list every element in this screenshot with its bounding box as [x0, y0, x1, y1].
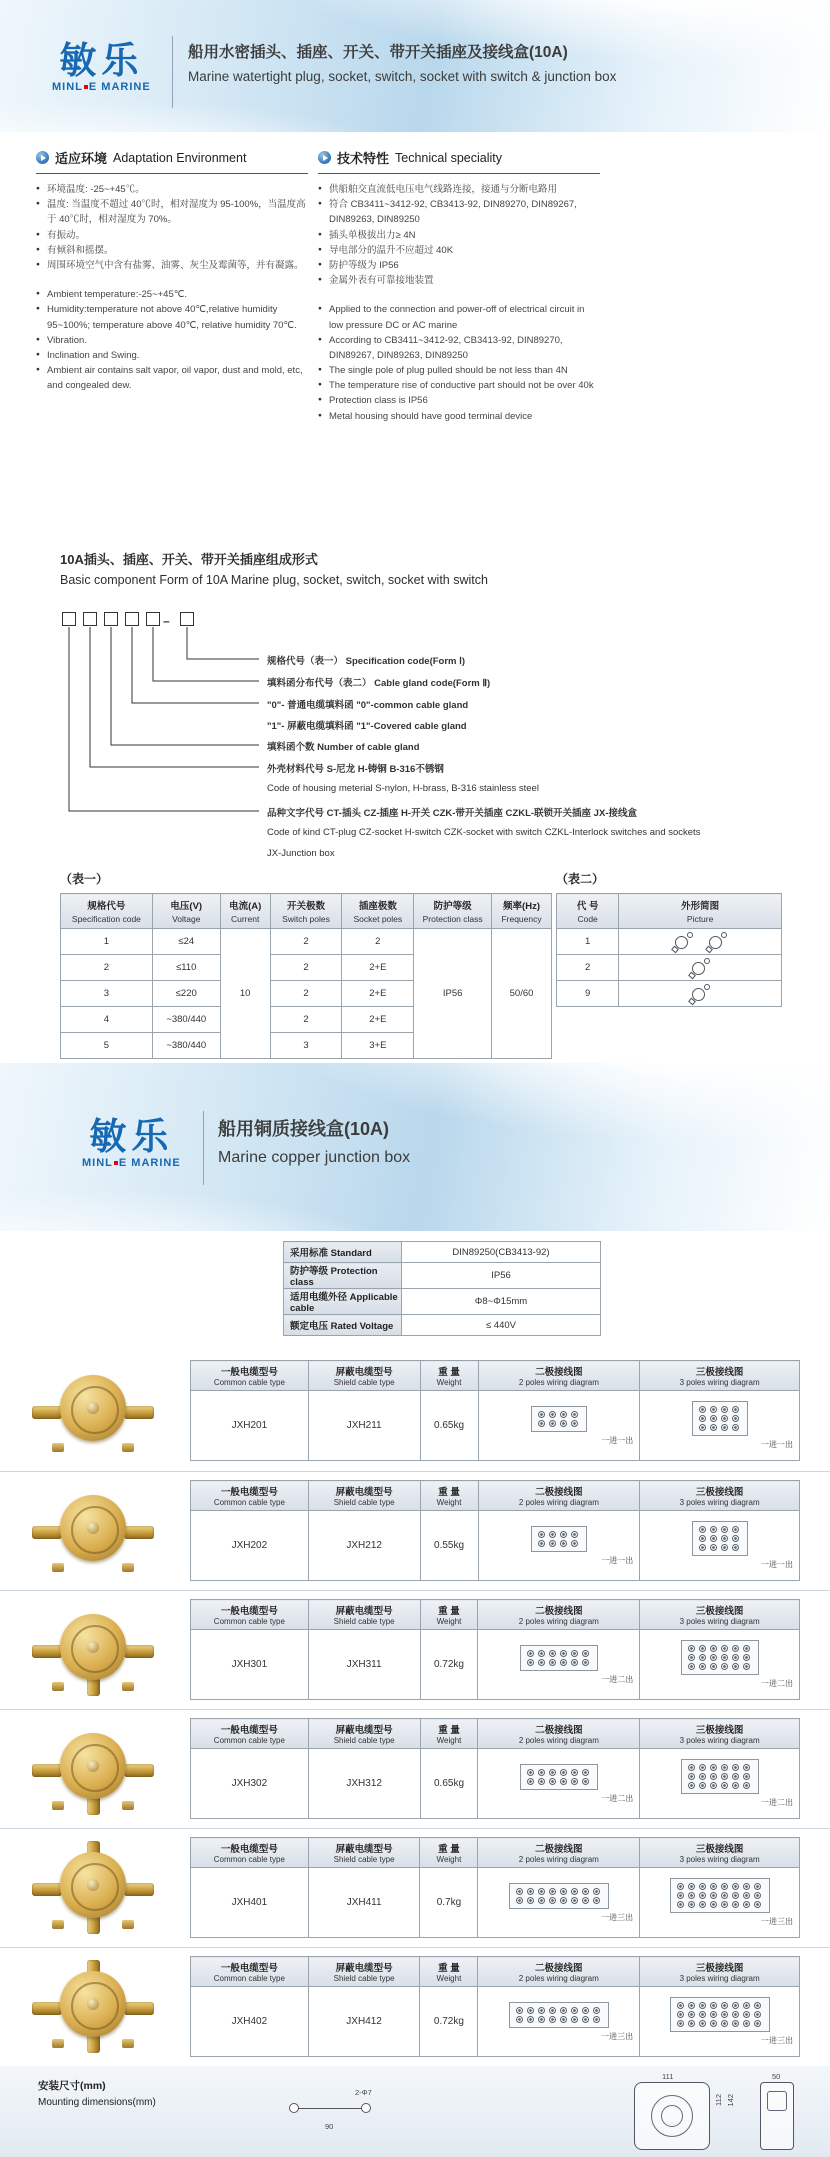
code-box — [62, 612, 76, 626]
diagram-label: 填料函个数 Number of cable gland — [267, 742, 420, 753]
bullet: ● Inclination and Swing. — [36, 348, 308, 363]
diagram-label: JX-Junction box — [267, 848, 335, 859]
common-model: JXH202 — [191, 1511, 309, 1581]
component-form-title-en: Basic component Form of 10A Marine plug, socket, switch, socket with switch — [60, 573, 488, 587]
page-title — [188, 40, 616, 84]
bullet: ● 温度: 当温度不超过 40℃时，相对湿度为 95-100%，当温度高于 40℃时，相对湿度为 70%。 — [36, 197, 308, 227]
code-box — [180, 612, 194, 626]
brand-logo — [82, 1118, 181, 1169]
table-header-row: 一般电缆型号 Common cable type 屏蔽电缆型号 Shield cable type 重 量 Weight 二极接线图 2 poles wiring diagram 三极接线图 3 poles wiring diagram — [191, 1838, 800, 1868]
table-row: 1 — [557, 929, 782, 955]
weight: 0.65kg — [420, 1391, 478, 1461]
diagram-label: 外壳材料代号 S-尼龙 H-铸铜 B-316不锈钢 — [267, 764, 444, 775]
logo-red-accent — [114, 1161, 118, 1165]
product-row-jxh401 — [0, 1828, 830, 1947]
bullet: ● Applied to the connection and power-off of electrical circuit in low pressure DC or AC marine — [318, 302, 600, 332]
product-photo — [18, 1720, 168, 1819]
logo-divider — [203, 1111, 204, 1185]
dim-width: 111 — [662, 2072, 674, 2081]
product-row-jxh202 — [0, 1471, 830, 1590]
model-code-diagram — [62, 612, 782, 864]
diagram-label: Code of housing meterial S-nylon, H-brass, B-316 stainless steel — [267, 783, 539, 794]
table-row: 防护等级 Protection class IP56 — [284, 1263, 601, 1289]
technical-header — [318, 148, 600, 174]
wiring-diagram-3pole: 一进一出 — [640, 1401, 799, 1450]
product-list — [0, 1352, 830, 2066]
dim-total: 142 — [726, 2094, 735, 2107]
weight: 0.65kg — [420, 1749, 478, 1819]
form2-caption: （表二） — [556, 872, 605, 886]
logo-divider — [172, 36, 173, 108]
side-view-drawing — [756, 2072, 806, 2154]
mounting-section — [0, 2066, 830, 2157]
shape-thumbs — [622, 959, 778, 977]
bullet: ● 周围环境空气中含有盐雾、油雾、灰尘及霉菌等，并有凝露。 — [36, 258, 308, 273]
mounting-title — [38, 2078, 156, 2108]
wiring-diagram-2pole: 一进二出 — [478, 1764, 639, 1804]
code-dash: – — [163, 614, 170, 628]
table-row — [191, 1391, 800, 1461]
diagram-label: Code of kind CT-plug CZ-socket H-switch CZK-socket with switch CZKL-Interlock switches and sockets — [267, 827, 701, 838]
component-form-title-cn: 10A插头、插座、开关、带开关插座组成形式 — [60, 552, 318, 567]
standards-table — [283, 1241, 601, 1336]
shield-model: JXH411 — [308, 1868, 420, 1938]
table-row — [191, 1749, 800, 1819]
bullet: ● Ambient air contains salt vapor, oil vapor, dust and mold, etc, and congealed dew. — [36, 363, 308, 393]
wiring-diagram-2pole: 一进一出 — [479, 1526, 640, 1566]
diagram-label: "0"- 普通电缆填料函 "0"-common cable gland — [267, 700, 469, 711]
technical-title-cn: 技术特性 — [337, 151, 390, 166]
table-header-row: 一般电缆型号 Common cable type 屏蔽电缆型号 Shield cable type 重 量 Weight 二极接线图 2 poles wiring diagram 三极接线图 3 poles wiring diagram — [191, 1600, 800, 1630]
form2-table — [556, 893, 782, 1007]
frequency-cell: 50/60 — [492, 929, 552, 1059]
mount-hole — [289, 2103, 299, 2113]
table-row: 2 ≤110 2 2+E — [61, 955, 552, 981]
bullet: ● 供船舶交直流低电压电气线路连接，接通与分断电路用 — [318, 182, 600, 197]
hole-plate-drawing — [285, 2088, 385, 2140]
brand-logo-en: MINL E MARINE — [82, 1156, 181, 1169]
bullet: ● The temperature rise of conductive part should not be over 40k — [318, 378, 600, 393]
wiring-diagram-3pole: 一进二出 — [640, 1759, 799, 1808]
common-model: JXH401 — [191, 1868, 309, 1938]
weight: 0.72kg — [420, 1987, 478, 2057]
current-cell: 10 — [220, 929, 270, 1059]
bullet: ● Protection class is IP56 — [318, 393, 600, 408]
table-row: 适用电缆外径 Applicable cable Φ8~Φ15mm — [284, 1289, 601, 1315]
shield-model: JXH212 — [308, 1511, 420, 1581]
wiring-diagram-3pole: 一进三出 — [640, 1997, 799, 2046]
table-header-row: 一般电缆型号 Common cable type 屏蔽电缆型号 Shield cable type 重 量 Weight 二极接线图 2 poles wiring diagram 三极接线图 3 poles wiring diagram — [191, 1361, 800, 1391]
bullet: ● According to CB3411~3412-92, CB3413-92, DIN89270, DIN89267, DIN89263, DIN89250 — [318, 333, 600, 363]
brand-logo-en: MINL E MARINE — [52, 80, 151, 93]
table-header-row: 代 号 Code 外形简图 Picture — [557, 894, 782, 929]
wiring-diagram-3pole: 一进三出 — [640, 1878, 799, 1927]
header-band-2 — [0, 1063, 830, 1231]
bullet: ● 插头单极拔出力≥ 4N — [318, 228, 600, 243]
mounting-title-en: Mounting dimensions(mm) — [38, 2097, 156, 2108]
mounting-title-cn: 安装尺寸(mm) — [38, 2080, 106, 2092]
adaptation-bullets-en — [36, 287, 308, 393]
table-row: 2 — [557, 955, 782, 981]
table-header-row: 一般电缆型号 Common cable type 屏蔽电缆型号 Shield cable type 重 量 Weight 二极接线图 2 poles wiring diagram 三极接线图 3 poles wiring diagram — [191, 1481, 800, 1511]
page-title-cn: 船用水密插头、插座、开关、带开关插座及接线盒(10A) — [188, 44, 568, 61]
table-row: 3 ≤220 2 2+E — [61, 981, 552, 1007]
wiring-diagram-3pole: 一进一出 — [640, 1521, 799, 1570]
front-view-drawing — [628, 2072, 738, 2154]
code-box — [125, 612, 139, 626]
product-row-jxh201 — [0, 1352, 830, 1471]
section-bullet-icon — [36, 151, 49, 164]
shape-thumbs — [622, 933, 778, 951]
technical-section — [318, 148, 600, 424]
junction-box-title-cn: 船用铜质接线盒(10A) — [218, 1119, 390, 1139]
adaptation-title-en: Adaptation Environment — [113, 150, 247, 165]
bullet: ● 导电部分的温升不应超过 40K — [318, 243, 600, 258]
table-row — [191, 1630, 800, 1700]
product-photo — [18, 1362, 168, 1461]
dim-plate: 90 — [325, 2122, 334, 2131]
bullet: ● The single pole of plug pulled should be not less than 4N — [318, 363, 600, 378]
component-form-title — [60, 549, 488, 587]
protection-cell: IP56 — [414, 929, 492, 1059]
bullet: ● 有倾斜和摇摆。 — [36, 243, 308, 258]
wiring-diagram-2pole: 一进一出 — [479, 1406, 640, 1446]
bullet: ● 防护等级为 IP56 — [318, 258, 600, 273]
dim-height: 112 — [714, 2094, 723, 2106]
mount-hole — [361, 2103, 371, 2113]
diagram-label: 品种文字代号 CT-插头 CZ-插座 H-开关 CZK-带开关插座 CZKL-联锁开关插座 JX-接线盒 — [267, 808, 637, 819]
bullet: ● 符合 CB3411~3412-92, CB3413-92, DIN89270, DIN89267, DIN89263, DIN89250 — [318, 197, 600, 227]
shape-thumbs — [622, 985, 778, 1003]
dim-holes: 2-Φ7 — [355, 2088, 372, 2097]
product-photo — [18, 1958, 168, 2057]
adaptation-header — [36, 148, 308, 174]
brand-logo — [52, 42, 151, 93]
brand-logo-cn: 敏乐 — [59, 40, 144, 81]
bullet: ● Humidity:temperature not above 40℃,relative humidity 95~100%; temperature above 40℃, relative humidity 70℃. — [36, 302, 308, 332]
table-row: 4 ~380/440 2 2+E — [61, 1007, 552, 1033]
logo-red-accent — [84, 85, 88, 89]
bullet: ● 有振动。 — [36, 228, 308, 243]
table-row: 采用标准 Standard DIN89250(CB3413-92) — [284, 1242, 601, 1263]
code-box — [146, 612, 160, 626]
table-row — [191, 1987, 800, 2057]
technical-bullets-cn — [318, 182, 600, 288]
table-header-row: 规格代号 Specification code 电压(V) Voltage 电流(A) Current 开关极数 Switch poles 插座极数 Socket poles 防护等级 Protection class 频率(Hz) Frequency — [61, 894, 552, 929]
adaptation-title-cn: 适应环境 — [55, 151, 108, 166]
wiring-diagram-2pole: 一进二出 — [478, 1645, 639, 1685]
shield-model: JXH312 — [308, 1749, 420, 1819]
product-photo — [18, 1839, 168, 1938]
junction-box-glyph — [690, 959, 710, 977]
section-bullet-icon — [318, 151, 331, 164]
technical-title-en: Technical speciality — [395, 150, 503, 165]
common-model: JXH402 — [191, 1987, 309, 2057]
common-model: JXH301 — [191, 1630, 309, 1700]
table-header-row: 一般电缆型号 Common cable type 屏蔽电缆型号 Shield cable type 重 量 Weight 二极接线图 2 poles wiring diagram 三极接线图 3 poles wiring diagram — [191, 1719, 800, 1749]
product-row-jxh402 — [0, 1947, 830, 2066]
header-band-1 — [0, 0, 830, 132]
table-row: 9 — [557, 981, 782, 1007]
junction-box-glyph — [707, 933, 727, 951]
adaptation-section — [36, 148, 308, 393]
weight: 0.72kg — [420, 1630, 478, 1700]
product-photo — [18, 1601, 168, 1700]
bullet: ● Metal housing should have good terminal device — [318, 409, 600, 424]
product-row-jxh302 — [0, 1709, 830, 1828]
form1-table — [60, 893, 552, 1059]
shield-model: JXH412 — [308, 1987, 420, 2057]
wiring-diagram-2pole: 一进三出 — [478, 2002, 639, 2042]
table-row: 5 ~380/440 3 3+E — [61, 1033, 552, 1059]
table-row — [191, 1511, 800, 1581]
junction-box-title-en: Marine copper junction box — [218, 1149, 411, 1166]
wiring-diagram-3pole: 一进二出 — [640, 1640, 799, 1689]
bullet: ● Ambient temperature:-25~+45℃. — [36, 287, 308, 302]
page-title-en: Marine watertight plug, socket, switch, socket with switch & junction box — [188, 69, 617, 84]
weight: 0.55kg — [420, 1511, 478, 1581]
code-box — [104, 612, 118, 626]
weight: 0.7kg — [420, 1868, 478, 1938]
form1-caption: （表一） — [60, 872, 109, 886]
junction-box-glyph — [673, 933, 693, 951]
wiring-diagram-2pole: 一进三出 — [478, 1883, 639, 1923]
code-box — [83, 612, 97, 626]
bullet: ● 环境温度: -25~+45℃。 — [36, 182, 308, 197]
bullet: ● Vibration. — [36, 333, 308, 348]
diagram-label: 规格代号（表一） Specification code(Form Ⅰ) — [267, 656, 466, 667]
shield-model: JXH311 — [308, 1630, 420, 1700]
product-row-jxh301 — [0, 1590, 830, 1709]
junction-box-glyph — [690, 985, 710, 1003]
table-row — [191, 1868, 800, 1938]
adaptation-bullets-cn — [36, 182, 308, 273]
diagram-label: "1"- 屏蔽电缆填料函 "1"-Covered cable gland — [267, 721, 467, 732]
product-photo — [18, 1482, 168, 1581]
technical-bullets-en — [318, 302, 600, 424]
bullet: ● 金属外表有可靠接地装置 — [318, 273, 600, 288]
common-model: JXH201 — [191, 1391, 309, 1461]
junction-box-title — [218, 1115, 410, 1167]
brand-logo-cn: 敏乐 — [89, 1116, 174, 1157]
table-row: 1 ≤24 10 2 2 IP56 50/60 — [61, 929, 552, 955]
dim-side: 50 — [772, 2072, 781, 2081]
shield-model: JXH211 — [308, 1391, 420, 1461]
table-row: 额定电压 Rated Voltage ≤ 440V — [284, 1315, 601, 1336]
diagram-label: 填料函分布代号（表二） Cable gland code(Form Ⅱ) — [267, 678, 491, 689]
table-header-row: 一般电缆型号 Common cable type 屏蔽电缆型号 Shield cable type 重 量 Weight 二极接线图 2 poles wiring diagram 三极接线图 3 poles wiring diagram — [191, 1957, 800, 1987]
common-model: JXH302 — [191, 1749, 309, 1819]
